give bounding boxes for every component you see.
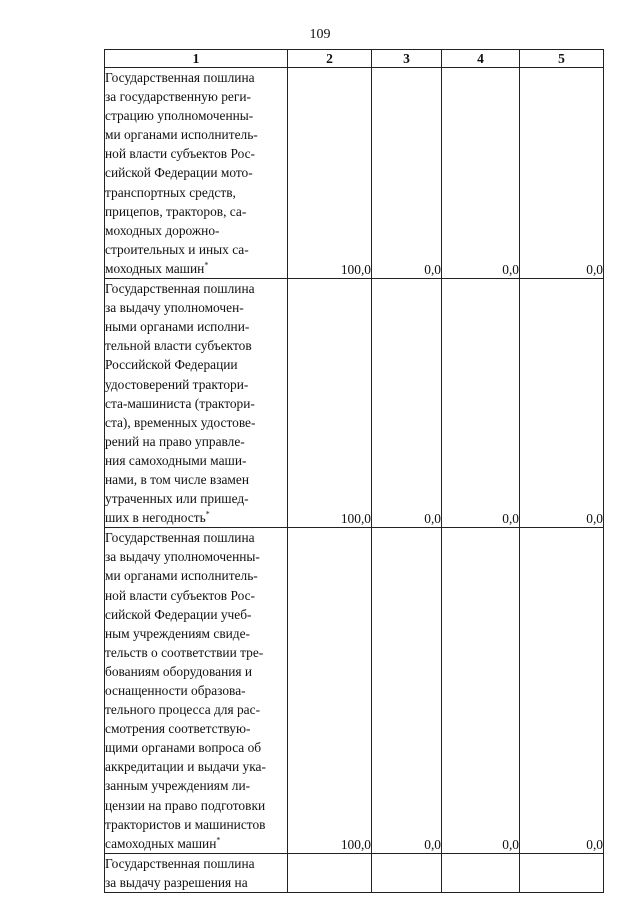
description-line: цензии на право подготовки [105, 797, 266, 813]
value-col-4 [442, 853, 520, 892]
column-header-1: 1 [105, 50, 288, 68]
fee-description [105, 853, 288, 892]
value-col-2: 100,0 [288, 528, 372, 854]
value-col-4: 0,0 [442, 528, 520, 854]
fee-description [105, 68, 288, 279]
description-line: ной власти субъектов Рос- [105, 587, 256, 603]
value-col-3 [372, 853, 442, 892]
description-line: строительных и иных са- [105, 241, 249, 257]
description-line: транспортных средств, [105, 184, 236, 200]
value-col-3: 0,0 [372, 279, 442, 528]
description-line [105, 834, 287, 853]
description-line: ми органами исполнитель- [105, 127, 258, 143]
value-col-2: 100,0 [288, 279, 372, 528]
description-line: Государственная пошлина [105, 70, 255, 85]
value-col-2: 100,0 [288, 68, 372, 279]
description-line: Государственная пошлина [105, 530, 255, 546]
value-col-3: 0,0 [372, 68, 442, 279]
description-line-text: моходных машин [105, 260, 205, 276]
column-header-3: 3 [372, 50, 442, 68]
column-header-2: 2 [288, 50, 372, 68]
description-line-text: ших в негодность [105, 510, 206, 526]
footnote-mark: * [216, 835, 221, 845]
value-col-5: 0,0 [520, 279, 604, 528]
value-col-2 [288, 853, 372, 892]
description-line: тельств о соответствии тре- [105, 644, 264, 660]
fee-description [105, 279, 288, 528]
fee-description [105, 528, 288, 854]
table-row [105, 279, 604, 528]
description-line: прицепов, тракторов, са- [105, 203, 247, 219]
description-line: рений на право управле- [105, 433, 245, 449]
description-line: за выдачу разрешения на [105, 874, 248, 890]
description-line: Российской Федерации [105, 357, 238, 373]
description-line: сийской Федерации мото- [105, 165, 253, 181]
header-row [105, 50, 604, 68]
description-line: страцию уполномоченны- [105, 108, 254, 124]
value-col-5: 0,0 [520, 68, 604, 279]
description-line: щими органами вопроса об [105, 740, 262, 756]
description-line: бованиям оборудования и [105, 663, 253, 679]
description-line: удостоверений трактори- [105, 376, 249, 392]
description-line: ста-машиниста (трактори- [105, 395, 255, 411]
description-line: моходных дорожно- [105, 222, 220, 238]
description-line: ным учреждениям свиде- [105, 625, 251, 641]
description-line: сийской Федерации учеб- [105, 606, 252, 622]
description-line: ми органами исполнитель- [105, 568, 258, 584]
fees-table [104, 49, 604, 893]
column-header-4: 4 [442, 50, 520, 68]
description-line: за государственную реги- [105, 89, 251, 105]
table-row [105, 528, 604, 854]
description-line: ста), временных удостове- [105, 414, 256, 430]
description-line: ния самоходными маши- [105, 452, 247, 468]
description-line: Государственная пошлина [105, 855, 255, 871]
value-col-4: 0,0 [442, 68, 520, 279]
column-header-5: 5 [520, 50, 604, 68]
description-line: тельной власти субъектов [105, 338, 252, 354]
description-line: тельного процесса для рас- [105, 702, 261, 718]
description-line: оснащенности образова- [105, 683, 246, 698]
description-line [105, 508, 287, 527]
description-line: смотрения соответствую- [105, 721, 251, 737]
description-line: аккредитации и выдачи ука- [105, 759, 266, 775]
footnote-mark: * [205, 509, 210, 519]
description-line: трактористов и машинистов [105, 816, 266, 832]
description-line: Государственная пошлина [105, 281, 255, 297]
table-row [105, 68, 604, 279]
page-number: 109 [309, 27, 331, 42]
description-line [105, 259, 287, 278]
description-line: за выдачу уполномочен- [105, 300, 244, 316]
description-line: занным учреждениям ли- [105, 778, 251, 794]
description-line-text: самоходных машин [105, 835, 217, 851]
value-col-3: 0,0 [372, 528, 442, 854]
value-col-5: 0,0 [520, 528, 604, 854]
value-col-5 [520, 853, 604, 892]
table-row [105, 853, 604, 892]
description-line: ной власти субъектов Рос- [105, 146, 256, 162]
description-line: нами, в том числе взамен [105, 471, 250, 487]
description-line: утраченных или пришед- [105, 491, 249, 507]
value-col-4: 0,0 [442, 279, 520, 528]
description-line: ными органами исполни- [105, 319, 250, 335]
description-line: за выдачу уполномоченны- [105, 549, 260, 565]
footnote-mark: * [204, 260, 209, 270]
